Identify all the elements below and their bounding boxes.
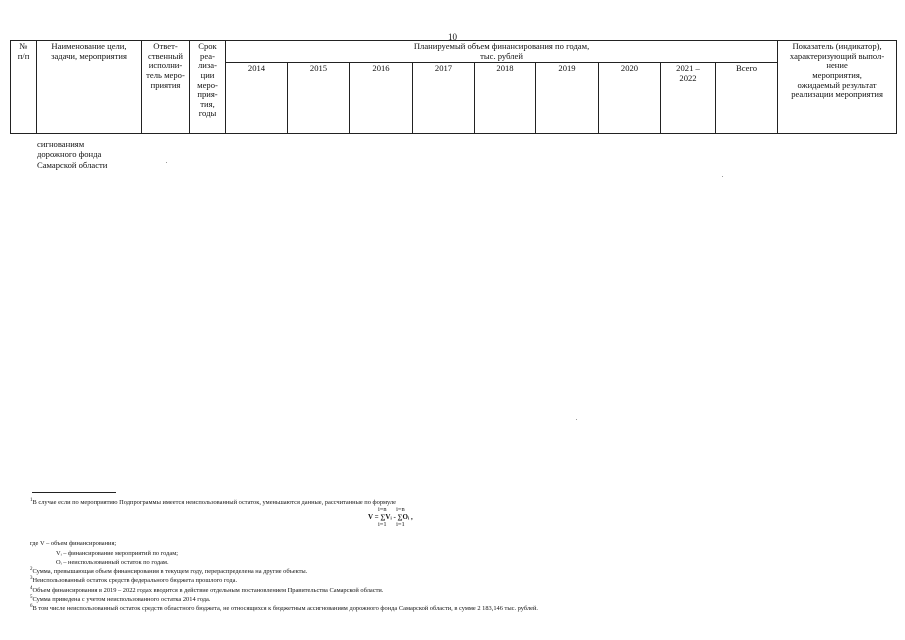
year-2020: 2020 [599, 63, 661, 134]
year-2017: 2017 [413, 63, 475, 134]
year-2021-2022: 2021 – 2022 [661, 63, 716, 134]
scan-speck [722, 176, 723, 177]
continuation-line: Самарской области [37, 159, 108, 170]
year-2018: 2018 [475, 63, 536, 134]
formula-body: V = ∑Vᵢ - ∑Oᵢ , [368, 513, 413, 522]
year-total: Всего [716, 63, 778, 134]
header-executor: Ответ- ственный исполни- тель меро- приятия [142, 41, 190, 134]
scan-speck [576, 419, 577, 420]
continuation-line: дорожного фонда [37, 149, 102, 160]
formula-upper-limits: i=n i=n [378, 506, 405, 513]
footnote-where-3: Oᵢ – неиспользованный остаток по годам. [56, 559, 169, 566]
year-2016: 2016 [350, 63, 413, 134]
header-name: Наименование цели, задачи, мероприятия [37, 41, 142, 134]
footnote-formula [368, 506, 413, 529]
year-2019: 2019 [536, 63, 599, 134]
continuation-line: сигнованиям [37, 139, 85, 149]
year-2014: 2014 [226, 63, 288, 134]
page-number: 10 [448, 32, 457, 42]
footnote-where-2: Vᵢ – финансирование мероприятий по годам; [56, 550, 179, 557]
footnote-2: $^2$Сумма, превышающая объем финансирования в текущем году, перераспределена на другие объекты. [30, 566, 308, 575]
continuation-text [37, 139, 147, 170]
footnote-where-1: где V – объем финансирования; [30, 540, 117, 547]
header-term: Срок реа- лиза- ции меро- прия- тия, годы [190, 41, 226, 134]
footnote-divider [32, 492, 116, 493]
footnote-4: $^4$Объем финансирования в 2019 – 2022 годах вводится в действие отдельным постановлением Правительства Самарской области. [30, 585, 384, 594]
scan-speck [166, 162, 167, 163]
financing-plan-table [10, 40, 897, 134]
header-number: № п/п [11, 41, 37, 134]
footnote-5: $^5$Сумма приведена с учетом неиспользованного остатка 2014 года. [30, 594, 211, 603]
footnote-1: $^1$В случае если по мероприятию Подпрограммы имеется неиспользованный остаток, уменьшаются данные, рассчитанные по формуле [30, 497, 396, 506]
footnote-6: $^6$В том числе неиспользованный остаток средств областного бюджета, не относящихся к бюджетным ассигнованиям дорожного фонда Самарской области, в сумме 2 183,146 тыс. рублей. [30, 603, 539, 612]
year-2015: 2015 [288, 63, 350, 134]
footnote-3: $^3$Неиспользованный остаток средств федерального бюджета прошлого года. [30, 575, 238, 584]
header-funding: Планируемый объем финансирования по годам, тыс. рублей [226, 41, 778, 63]
header-indicator: Показатель (индикатор), характеризующий выпол- нение мероприятия, ожидаемый результат реализации мероприятия [778, 41, 897, 134]
formula-lower-limits: i=1 i=1 [378, 521, 405, 529]
